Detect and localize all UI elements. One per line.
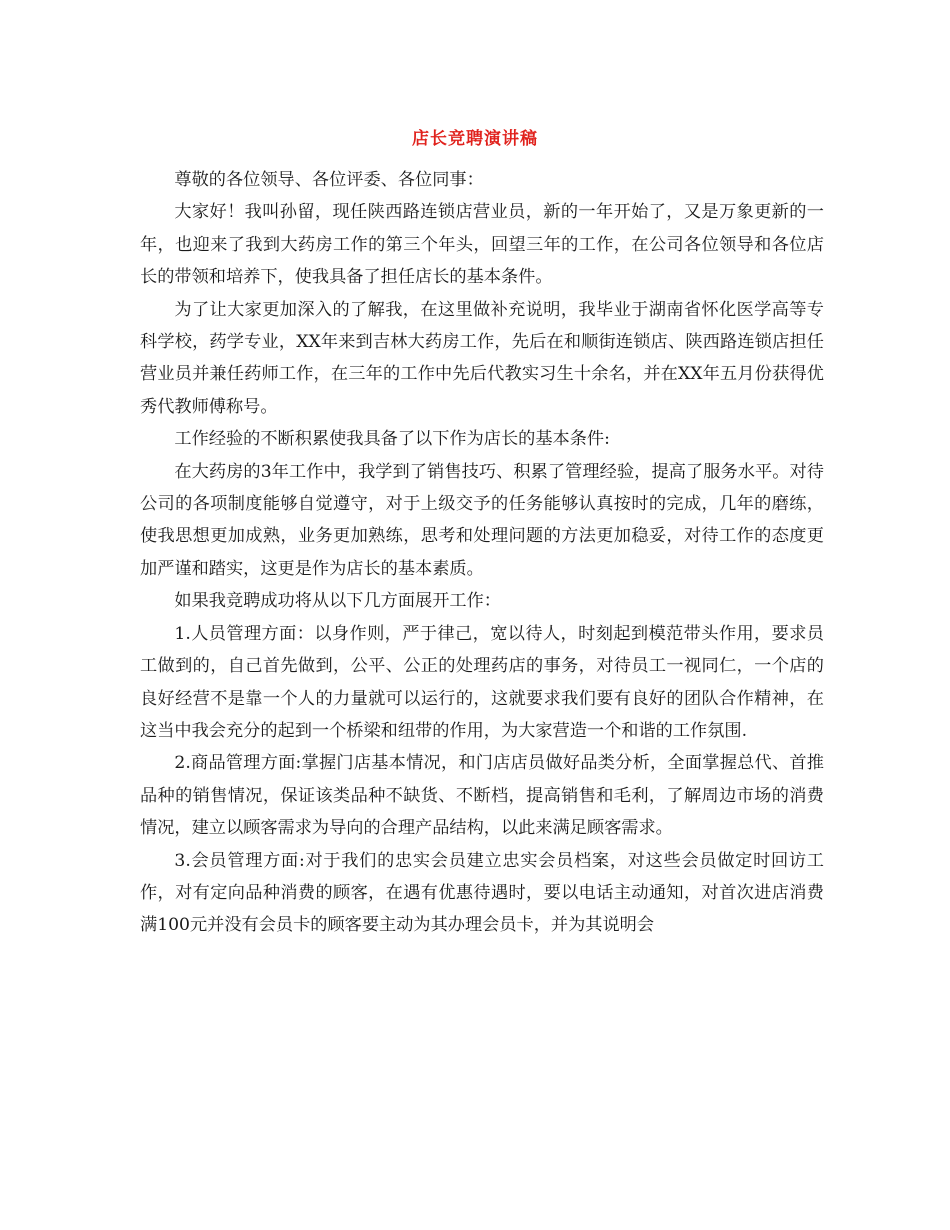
paragraph-conditions-intro: 工作经验的不断积累使我具备了以下作为店长的基本条件: [174, 429, 610, 450]
document-body [140, 164, 824, 942]
paragraph-product-management: 2.商品管理方面:掌握门店基本情况，和门店店员做好品类分析，全面掌握总代、首推品种的销售情况，保证该类品种不缺货、不断档，提高销售和毛利，了解周边市场的消费情况，建立以顾客需求为导向的合理产品结构，以此来满足顾客需求。 [140, 753, 824, 839]
paragraph-staff-management: 1.人员管理方面：以身作则，严于律己，宽以待人，时刻起到模范带头作用，要求员工做到的，自己首先做到，公平、公正的处理药店的事务，对待员工一视同仁，一个店的良好经营不是靠一个人的力量就可以运行的，这就要求我们要有良好的团队合作精神，在这当中我会充分的起到一个桥梁和纽带的作用，为大家营造一个和谐的工作氛围. [140, 623, 824, 741]
paragraph-plan-intro: 如果我竞聘成功将从以下几方面展开工作： [174, 591, 501, 612]
paragraph-experience: 在大药房的3年工作中，我学到了销售技巧、积累了管理经验，提高了服务水平。对待公司的各项制度能够自觉遵守，对于上级交予的任务能够认真按时的完成，几年的磨练，使我思想更加成熟，业务更加熟练，思考和处理问题的方法更加稳妥，对待工作的态度更加严谨和踏实，这更是作为店长的基本素质。 [140, 461, 824, 579]
paragraph-member-management: 3.会员管理方面:对于我们的忠实会员建立忠实会员档案，对这些会员做定时回访工作，对有定向品种消费的顾客，在遇有优惠待遇时，要以电话主动通知，对首次进店消费满100元并没有会员卡的顾客要主动为其办理会员卡，并为其说明会 [140, 850, 824, 936]
paragraph-introduction: 大家好！我叫孙留，现任陕西路连锁店营业员，新的一年开始了，又是万象更新的一年，也迎来了我到大药房工作的第三个年头，回望三年的工作，在公司各位领导和各位店长的带领和培养下，使我具备了担任店长的基本条件。 [140, 202, 824, 288]
paragraph-salutation: 尊敬的各位领导、各位评委、各位同事： [174, 170, 484, 190]
document-title: 店长竞聘演讲稿 [412, 129, 538, 149]
paragraph-background: 为了让大家更加深入的了解我，在这里做补充说明，我毕业于湖南省怀化医学高等专科学校，药学专业，XX年来到吉林大药房工作，先后在和顺街连锁店、陕西路连锁店担任营业员并兼任药师工作，在三年的工作中先后代教实习生十余名，并在XX年五月份获得优秀代教师傅称号。 [140, 299, 824, 417]
